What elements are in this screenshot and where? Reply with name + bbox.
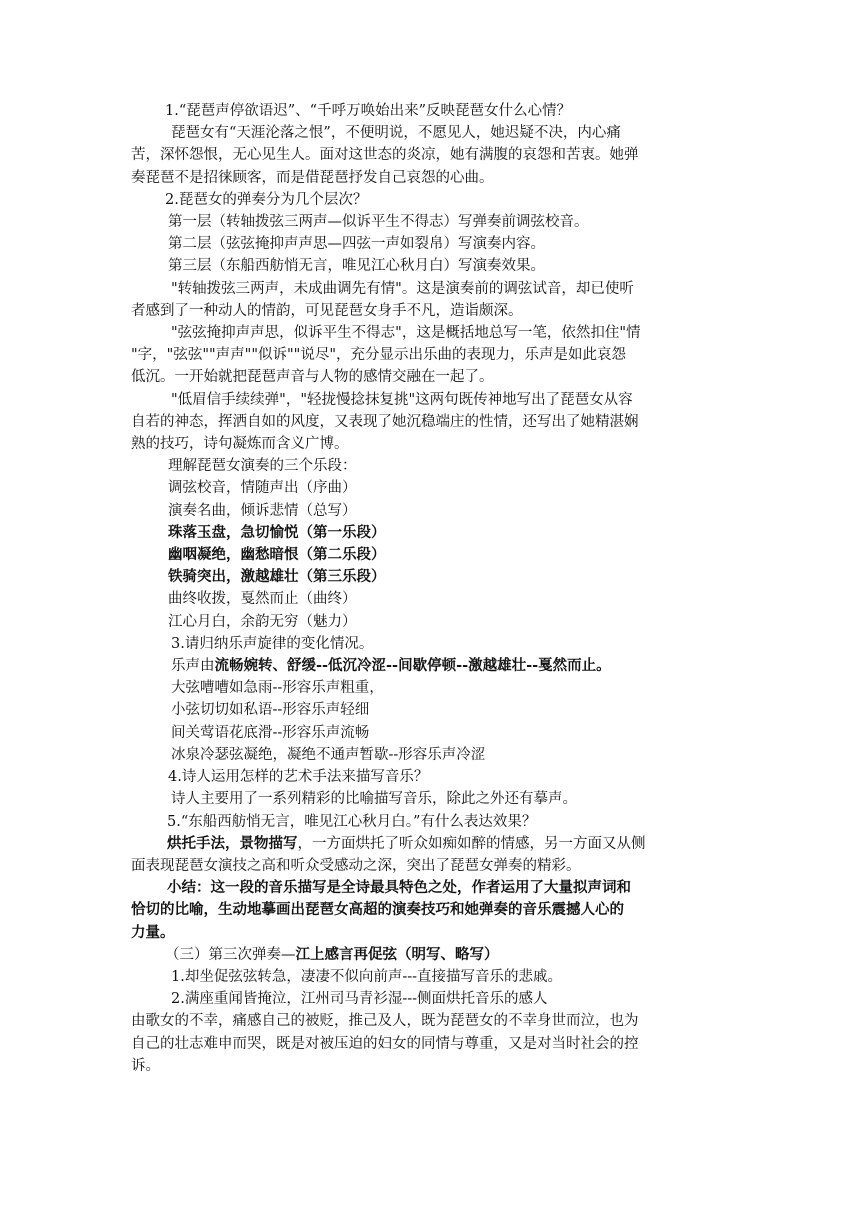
- question-1-answer-line: 奏琵琶不是招徕顾客，而是借琵琶抒发自己哀怨的心曲。: [131, 169, 494, 186]
- paragraph-line: "字，"弦弦""声声""似诉""说尽"，充分显示出乐曲的表现力，乐声是如此哀怨: [131, 347, 627, 364]
- paragraph-line: 自若的神态，挥洒自如的风度，又表现了她沉稳端庄的性情，还写出了她精湛娴: [131, 413, 639, 430]
- summary-line: 力量。: [131, 923, 175, 941]
- section-item: 调弦校音，情随声出（序曲）: [168, 480, 357, 497]
- question-4-title: 4.诗人运用怎样的艺术手法来描写音乐？: [168, 769, 429, 786]
- document-body: [131, 100, 731, 1077]
- paragraph-line: "弦弦掩抑声声思，似诉平生不得志"，这是概括地总写一笔，依然扣住"情: [171, 325, 641, 342]
- paragraph-line: "转轴拨弦三两声，未成曲调先有情"。这是演奏前的调弦试音，却已使听: [171, 280, 634, 297]
- question-4-answer: 诗人主要用了一系列精彩的比喻描写音乐，除此之外还有摹声。: [171, 791, 577, 808]
- section-item-bold: 幽咽凝绝，幽愁暗恨（第二乐段）: [168, 546, 386, 564]
- part-3-heading: [131, 944, 731, 966]
- question-5-answer: [131, 833, 731, 855]
- layer-3-text: 第三层（东船西舫悄无言，唯见江心秋月白）写演奏效果。: [168, 258, 545, 275]
- section-item: 演奏名曲，倾诉悲情（总写）: [168, 502, 357, 519]
- melody-description: 大弦嘈嘈如急雨--形容乐声粗重，: [171, 680, 384, 697]
- answer-text: ，一方面烘托了听众如痴如醉的情感，另一方面又从侧: [297, 835, 646, 852]
- melody-change-bold: 流畅婉转、舒缓--低沉冷涩--间歇停顿--激越雄壮--戛然而止。: [214, 657, 611, 675]
- summary-line: 恰切的比喻，生动地摹画出琵琶女高超的演奏技巧和她弹奏的音乐震撼人心的: [131, 901, 624, 919]
- question-5-title: 5.“东船西舫悄无言，唯见江心秋月白。”有什么表达效果？: [167, 813, 537, 830]
- part-3-item: 2.满座重闻皆掩泣，江州司马青衫湿---侧面烘托音乐的感人: [171, 991, 548, 1008]
- layer-1-text: 第一层（转轴拨弦三两声—似诉平生不得志）写弹奏前调弦校音。: [168, 214, 589, 231]
- question-1-answer-line: 苦，深怀怨恨，无心见生人。面对这世态的炎凉，她有满腹的哀怨和苦衷。她弹: [131, 147, 639, 164]
- sections-title: 理解琵琶女演奏的三个乐段：: [168, 458, 357, 475]
- melody-description: 小弦切切如私语--形容乐声轻细: [171, 702, 370, 719]
- section-item-bold: 珠落玉盘，急切愉悦（第一乐段）: [168, 523, 386, 541]
- summary-line: 小结：这一段的音乐描写是全诗最具特色之处，作者运用了大量拟声词和: [167, 879, 631, 897]
- paragraph-line: 低沉。一开始就把琵琶声音与人物的感情交融在一起了。: [131, 369, 494, 386]
- part-3-heading-bold: 江上感言再促弦（明写、略写）: [295, 945, 499, 963]
- question-3-answer: [131, 655, 731, 677]
- question-2-title: 2.琵琶女的弹奏分为几个层次？: [165, 191, 368, 208]
- answer-prefix: 乐声由: [171, 658, 215, 675]
- question-1-answer-line: 琵琶女有“天涯沦落之恨”，不便明说，不愿见人，她迟疑不决，内心痛: [171, 125, 621, 142]
- part-3-item: 1.却坐促弦弦转急，凄凄不似向前声---直接描写音乐的悲戚。: [171, 968, 563, 985]
- question-5-answer-line: 面表现琵琶女演技之高和听众受感动之深，突出了琵琶女弹奏的精彩。: [131, 857, 581, 874]
- section-item: 曲终收拨，戛然而止（曲终）: [168, 591, 357, 608]
- melody-description: 冰泉冷瑟弦凝绝，凝绝不通声暂歇--形容乐声冷涩: [171, 746, 486, 763]
- technique-bold: 烘托手法，景物描写: [167, 834, 298, 852]
- melody-description: 间关莺语花底滑--形容乐声流畅: [171, 724, 370, 741]
- paragraph-line: 熟的技巧，诗句凝炼而含义广博。: [131, 436, 349, 453]
- paragraph-line: 者感到了一种动人的情韵，可见琵琶女身手不凡，造诣颇深。: [131, 302, 523, 319]
- section-item: 江心月白，余韵无穷（魅力）: [168, 613, 357, 630]
- question-3-title: 3.请归纳乐声旋律的变化情况。: [171, 635, 374, 652]
- section-item-bold: 铁骑突出，激越雄壮（第三乐段）: [168, 568, 386, 586]
- part-3-heading-normal: （三）第三次弹奏—: [165, 946, 296, 963]
- question-1-title: 1.“琵琶声停欲语迟”、“千呼万唤始出来”反映琵琶女什么心情？: [165, 103, 571, 119]
- paragraph-line: "低眉信手续续弹"，"轻拢慢捻抹复挑"这两句既传神地写出了琵琶女从容: [171, 391, 633, 408]
- paragraph-line: 由歌女的不幸，痛感自己的被贬，推己及人，既为琵琶女的不幸身世而泣，也为: [131, 1013, 639, 1030]
- layer-2-text: 第二层（弦弦掩抑声声思—四弦一声如裂帛）写演奏内容。: [168, 236, 545, 253]
- paragraph-line: 诉。: [131, 1057, 160, 1074]
- paragraph-line: 自己的壮志难申而哭，既是对被压迫的妇女的同情与尊重，又是对当时社会的控: [131, 1035, 639, 1052]
